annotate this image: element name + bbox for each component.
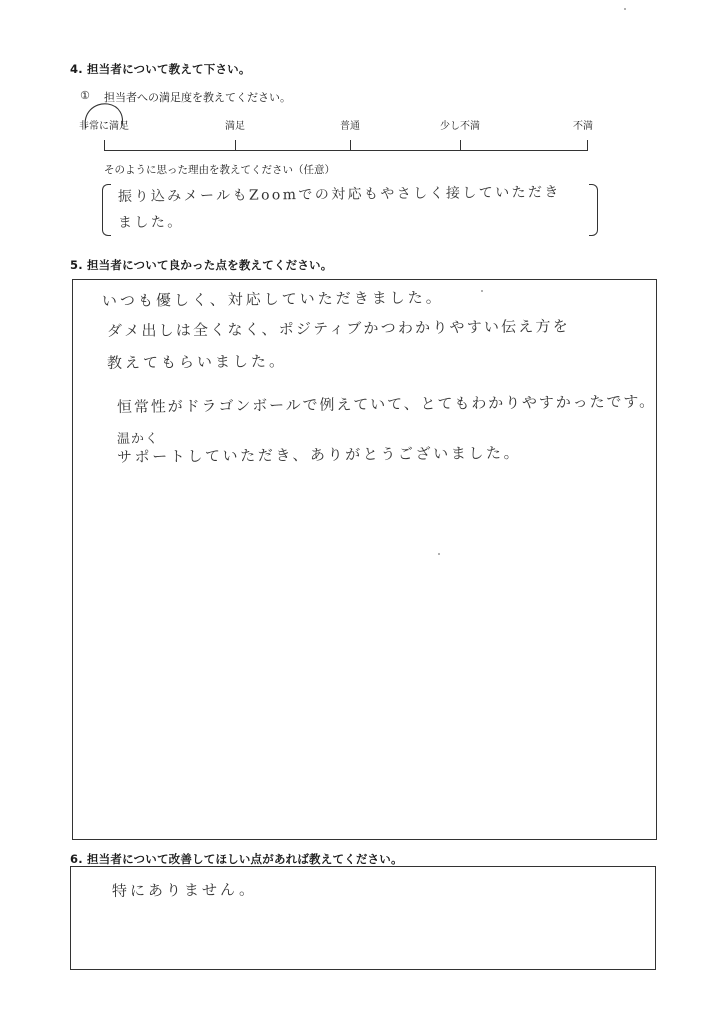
q6-answer-line: 特にありません。: [111, 880, 257, 900]
scale-tick: [350, 140, 351, 150]
scan-speck: [438, 553, 440, 555]
scale-tick: [104, 140, 105, 150]
reason-line: ました。: [117, 214, 184, 231]
scale-tick: [460, 140, 461, 150]
scale-tick: [235, 140, 236, 150]
q6-title: 6. 担当者について改善してほしい点があれば教えてください。: [70, 852, 403, 866]
q4-sub-number: ①: [80, 89, 90, 102]
q4-sub-question: 担当者への満足度を教えてください。: [104, 91, 291, 104]
reason-bracket-left: [102, 184, 111, 236]
answer-line: サポートしていただき、ありがとうございました。: [116, 443, 522, 466]
answer-line: 恒常性がドラゴンボールで例えていて、とてもわかりやすかったです。: [116, 392, 657, 416]
answer-line: ダメ出しは全くなく、ポジティブかつわかりやすい伝え方を: [106, 317, 570, 340]
q4-title: 4. 担当者について教えて下さい。: [70, 62, 251, 76]
scan-speck: [481, 290, 483, 292]
q5-title: 5. 担当者について良かった点を教えてください。: [70, 258, 333, 272]
answer-line: いつも優しく、対応していただきました。: [101, 288, 444, 310]
scale-label-slightly-dissatisfied[interactable]: 少し不満: [440, 121, 480, 132]
scan-speck: [624, 8, 626, 10]
scale-label-very-satisfied[interactable]: 非常に満足: [79, 121, 129, 132]
reason-bracket-right: [589, 184, 598, 236]
answer-line: 教えてもらいました。: [106, 352, 288, 372]
scale-label-dissatisfied[interactable]: 不満: [573, 121, 593, 132]
scale-label-neutral[interactable]: 普通: [340, 121, 360, 132]
reason-line: 振り込みメールもZoomでの対応もやさしく接していただき: [117, 184, 561, 205]
answer-line: 温かく: [116, 431, 160, 447]
reason-prompt: そのように思った理由を教えてください（任意）: [104, 164, 335, 176]
scale-tick: [587, 140, 588, 150]
selection-circle-icon: [78, 98, 148, 138]
scale-label-satisfied[interactable]: 満足: [225, 121, 245, 132]
scale-line: [104, 150, 588, 151]
